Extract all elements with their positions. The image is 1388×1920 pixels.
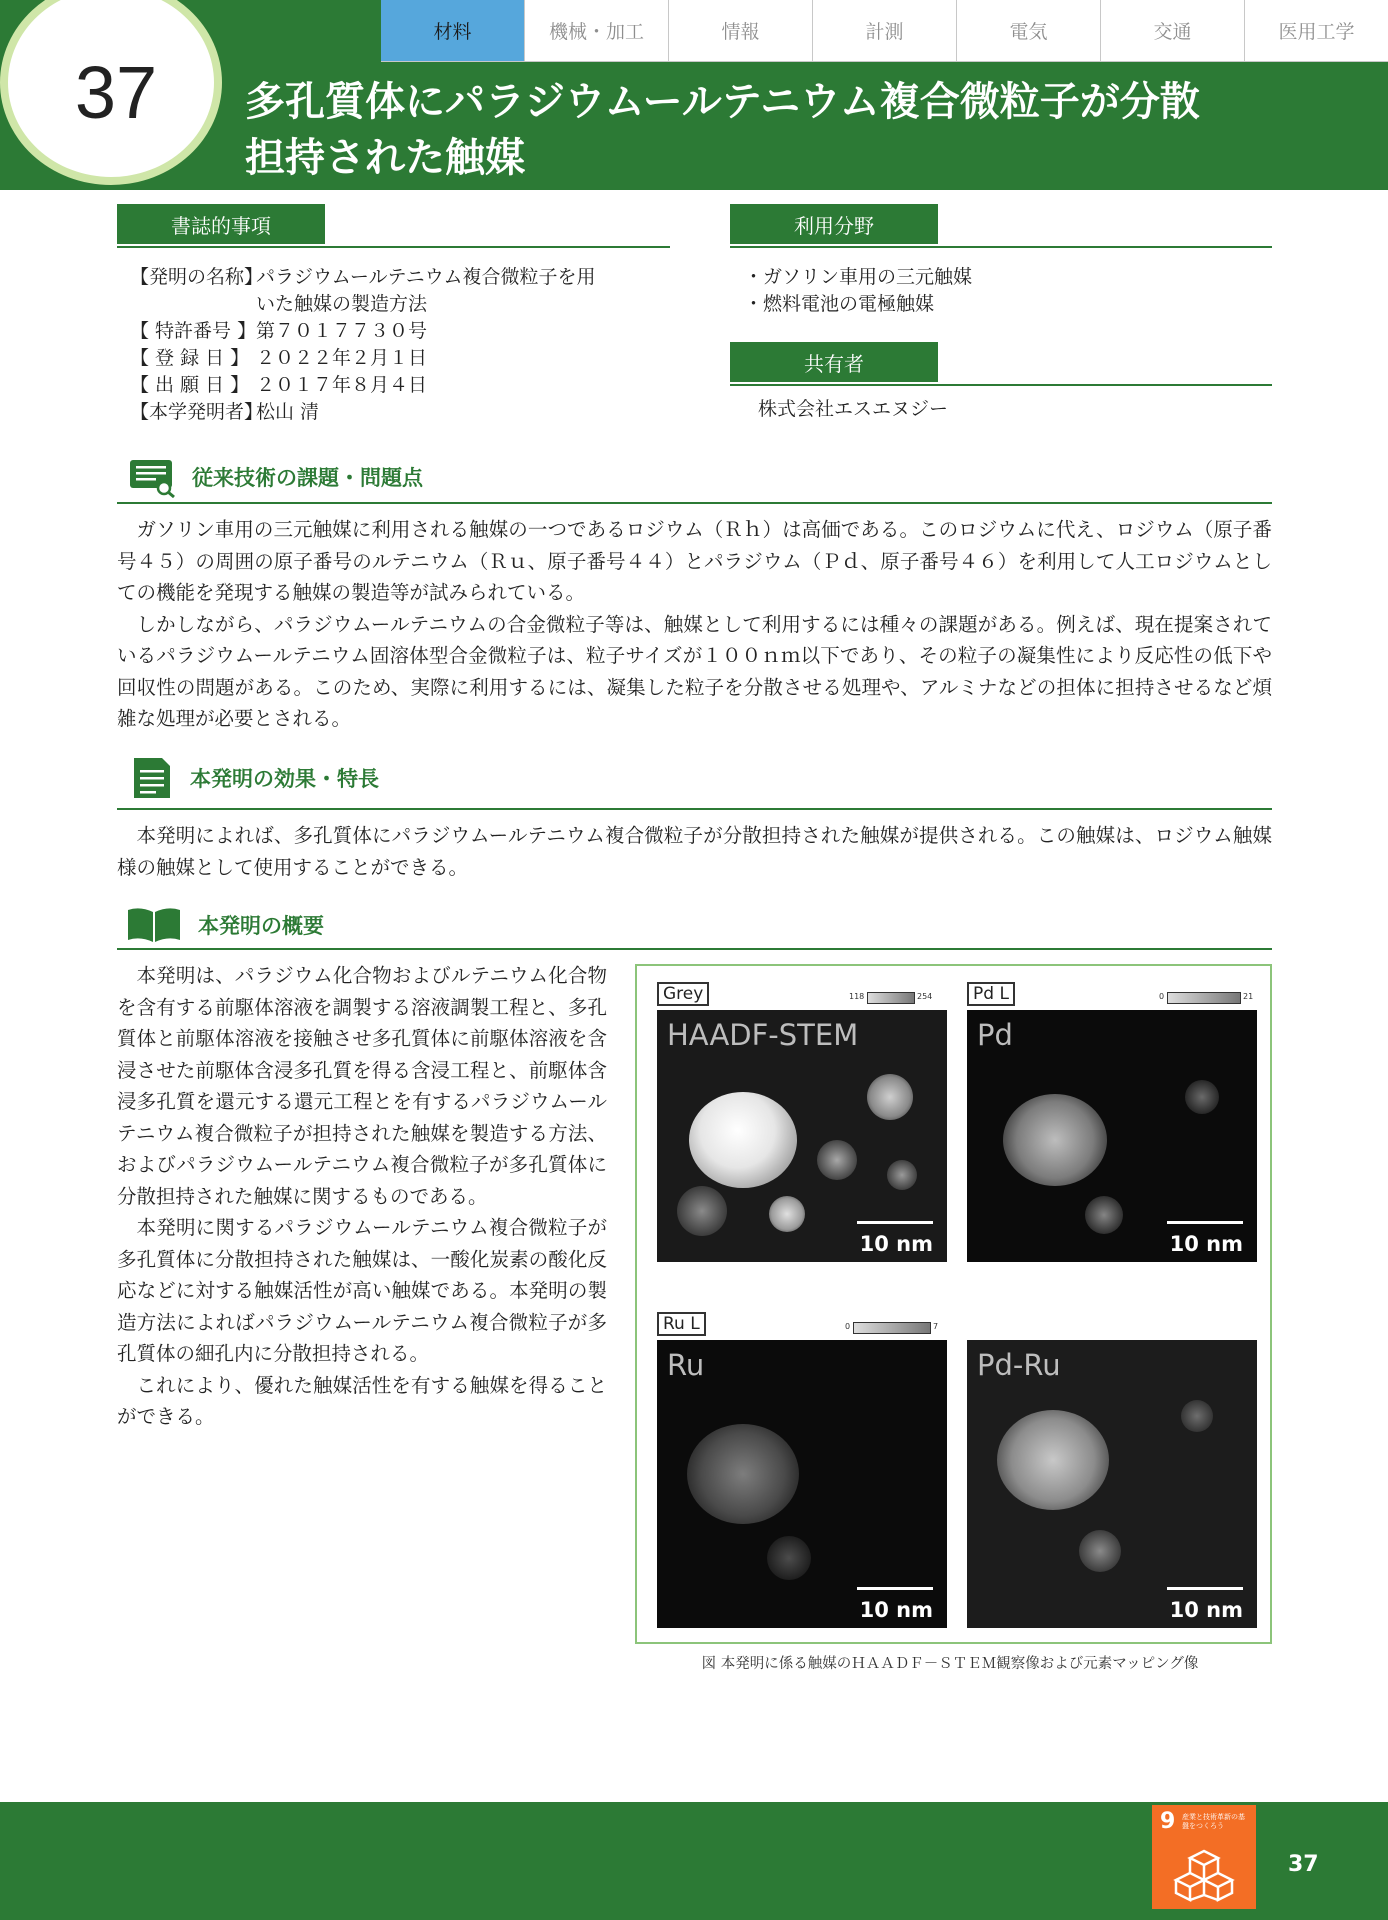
- sec3-paragraph: これにより、優れた触媒活性を有する触媒を得ることができる。: [117, 1373, 607, 1428]
- panel-label: Pd-Ru: [977, 1348, 1061, 1382]
- biblio-key: 【 出 願 日 】: [130, 374, 250, 396]
- sec2-paragraph: 本発明によれば、多孔質体にパラジウムールテニウム複合微粒子が分散担持された触媒が提供される。この触媒は、ロジウム触媒様の触媒として使用することができる。: [117, 824, 1272, 879]
- patent-number-badge: 37: [74, 51, 158, 134]
- usage-rule: [730, 246, 1272, 248]
- colorbar: [853, 1322, 931, 1334]
- colorbar: [1167, 992, 1241, 1004]
- biblio-row: [130, 264, 670, 291]
- scale-bar-label: 10 nm: [1169, 1232, 1243, 1256]
- biblio-key: 【本学発明者】: [130, 401, 264, 423]
- colorbar-min: 0: [1159, 992, 1165, 1001]
- tab-category: 交通: [1100, 0, 1244, 62]
- colorbar: [867, 992, 915, 1004]
- biblio-key: 【 登 録 日 】: [130, 347, 250, 369]
- particle: [1079, 1530, 1121, 1572]
- panel-label: Pd: [977, 1018, 1013, 1052]
- coowner-rule: [730, 384, 1272, 386]
- sec3-rule: [117, 948, 1272, 950]
- biblio-value: パラジウムールテニウム複合微粒子を用: [256, 266, 596, 288]
- biblio-key: [130, 291, 256, 318]
- page-title: [245, 74, 1365, 186]
- page-number: 37: [1288, 1852, 1319, 1877]
- biblio-value: いた触媒の製造方法: [256, 293, 428, 315]
- particle: [769, 1196, 805, 1232]
- sdg-badge: [1152, 1805, 1256, 1909]
- particle: [887, 1160, 917, 1190]
- particle: [1085, 1196, 1123, 1234]
- panel-badge: Pd L: [967, 982, 1015, 1006]
- tab-category: 医用工学: [1244, 0, 1388, 62]
- biblio-tag: 書誌的事項: [117, 204, 325, 244]
- sec1-title: 従来技術の課題・問題点: [192, 466, 423, 490]
- monitor-search-icon: [128, 456, 176, 498]
- sec2-rule: [117, 808, 1272, 810]
- particle: [867, 1074, 913, 1120]
- particle: [817, 1140, 857, 1180]
- sec3-heading: [126, 906, 324, 944]
- figure-caption: 図 本発明に係る触媒のＨＡＡＤＦ－ＳＴＥＭ観察像および元素マッピング像: [701, 1656, 1199, 1672]
- sec3-title: 本発明の概要: [198, 914, 324, 938]
- biblio-rule: [117, 246, 670, 248]
- coowner-tag: 共有者: [730, 342, 938, 382]
- stem-figure: [635, 964, 1272, 1644]
- biblio-row: [130, 399, 670, 426]
- panel-label: Ru: [667, 1348, 705, 1382]
- biblio-row: [130, 345, 670, 372]
- sec3-paragraph: 本発明は、パラジウム化合物およびルテニウム化合物を含有する前駆体溶液を調製する溶液調製工程と、多孔質体と前駆体溶液を接触させ多孔質体に前駆体溶液を含浸させた前駆体含浸多孔質を得る含浸工程と、前駆体含浸多孔質を還元する還元工程とを有するパラジウムールテニウム複合微粒子が担持された触媒を製造する方法、およびパラジウムールテニウム複合微粒子が多孔質体に分散担持された触媒に関するものである。: [117, 964, 607, 1208]
- biblio-list: [130, 264, 670, 426]
- scale-bar-label: 10 nm: [1169, 1598, 1243, 1622]
- particle: [687, 1424, 799, 1524]
- biblio-key: 【 特許番号 】: [130, 320, 257, 342]
- particle: [1185, 1080, 1219, 1114]
- tab-category: 機械・加工: [524, 0, 668, 62]
- biblio-row: [130, 291, 670, 318]
- scale-bar: [1167, 1587, 1243, 1590]
- open-book-icon: [126, 906, 182, 944]
- scale-bar-label: 10 nm: [859, 1232, 933, 1256]
- biblio-key: 【発明の名称】: [130, 266, 264, 288]
- scale-bar-label: 10 nm: [859, 1598, 933, 1622]
- panel-badge: Grey: [657, 982, 709, 1006]
- sec1-rule: [117, 502, 1272, 504]
- tab-category: 電気: [956, 0, 1100, 62]
- biblio-row: [130, 372, 670, 399]
- tab-category: 計測: [812, 0, 956, 62]
- haadf-stem-panel: [657, 1010, 947, 1262]
- biblio-row: [130, 318, 670, 345]
- particle: [689, 1092, 797, 1188]
- particle: [677, 1186, 727, 1236]
- cubes-icon: [1152, 1805, 1256, 1909]
- usage-item: ・燃料電池の電極触媒: [744, 293, 935, 315]
- document-icon: [130, 756, 174, 800]
- colorbar-min: 118: [849, 992, 865, 1001]
- colorbar-max: 21: [1243, 992, 1254, 1001]
- usage-list: [744, 264, 1264, 318]
- coowner-name: 株式会社エスエヌジー: [758, 398, 949, 420]
- sec1-heading: [128, 456, 423, 498]
- sec2-body: [117, 820, 1272, 883]
- particle: [767, 1536, 811, 1580]
- tab-category: 情報: [668, 0, 812, 62]
- panel-label: HAADF-STEM: [667, 1018, 859, 1052]
- biblio-value: 松山 清: [256, 401, 320, 423]
- sec2-heading: [130, 756, 379, 800]
- scale-bar: [1167, 1221, 1243, 1224]
- category-tabs: [381, 0, 1388, 62]
- biblio-value: ２０２２年２月１日: [256, 347, 428, 369]
- usage-tag: 利用分野: [730, 204, 938, 244]
- panel-badge: Ru L: [657, 1312, 706, 1336]
- particle: [1003, 1094, 1107, 1186]
- colorbar-max: 7: [933, 1322, 939, 1331]
- title-line-1: 多孔質体にパラジウムールテニウム複合微粒子が分散: [245, 79, 1200, 125]
- biblio-value: ２０１７年８月４日: [256, 374, 428, 396]
- sdg-text: 産業と技術革新の基盤をつくろう: [1182, 1813, 1245, 1830]
- particle: [1181, 1400, 1213, 1432]
- particle: [997, 1410, 1109, 1510]
- sec3-paragraph: 本発明に関するパラジウムールテニウム複合微粒子が多孔質体に分散担持された触媒は、一酸化炭素の酸化反応などに対する触媒活性が高い触媒である。本発明の製造方法によればパラジウムールテニウム複合微粒子が多孔質体の細孔内に分散担持される。: [117, 1216, 607, 1365]
- scale-bar: [857, 1587, 933, 1590]
- pd-map-panel: [967, 1010, 1257, 1262]
- colorbar-min: 0: [845, 1322, 851, 1331]
- sec1-paragraph: ガソリン車用の三元触媒に利用される触媒の一つであるロジウム（Ｒｈ）は高価である。このロジウムに代え、ロジウム（原子番号４５）の周囲の原子番号のルテニウム（Ｒｕ、原子番号４４）とパラジウム（Ｐｄ、原子番号４６）を利用して人工ロジウムとしての機能を発現する触媒の製造等が試みられている。: [117, 518, 1272, 604]
- biblio-value: 第７０１７７３０号: [256, 320, 428, 342]
- sec3-body: [117, 960, 607, 1433]
- sec1-body: [117, 514, 1272, 735]
- scale-bar: [857, 1221, 933, 1224]
- sec2-title: 本発明の効果・特長: [190, 767, 379, 791]
- colorbar-max: 254: [917, 992, 933, 1001]
- tab-category: 材料: [381, 0, 524, 62]
- pd-ru-map-panel: [967, 1340, 1257, 1628]
- sdg-number: 9: [1160, 1809, 1176, 1834]
- title-line-2: 担持された触媒: [245, 135, 525, 181]
- sec1-paragraph: しかしながら、パラジウムールテニウムの合金微粒子等は、触媒として利用するには種々の課題がある。例えば、現在提案されているパラジウムールテニウム固溶体型合金微粒子は、粒子サイズが１００ｎｍ以下であり、その粒子の凝集性により反応性の低下や回収性の問題がある。このため、実際に利用するには、凝集した粒子を分散させる処理や、アルミナなどの担体に担持させるなど煩雑な処理が必要とされる。: [117, 612, 1272, 730]
- ru-map-panel: [657, 1340, 947, 1628]
- usage-item: ・ガソリン車用の三元触媒: [744, 266, 973, 288]
